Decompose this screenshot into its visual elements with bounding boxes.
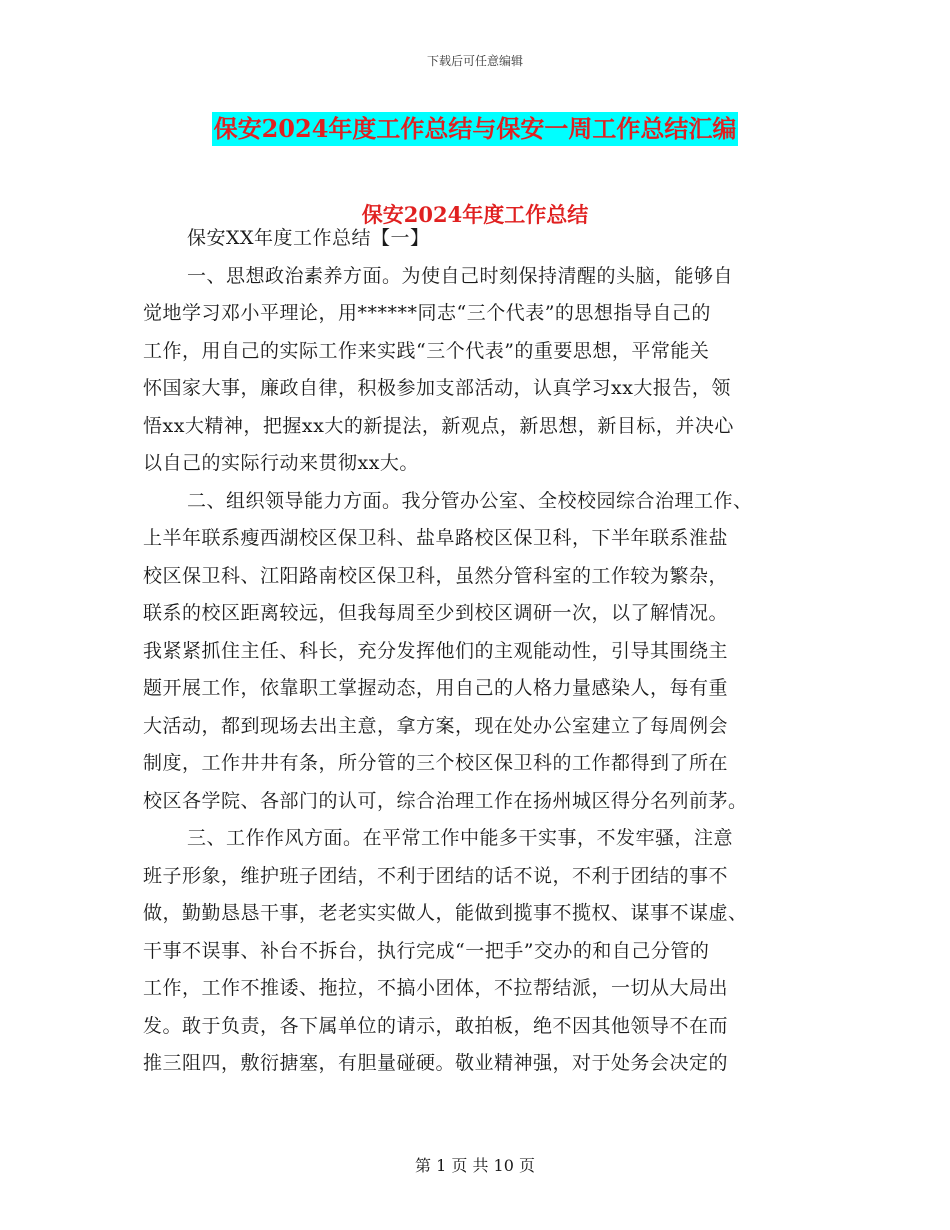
paragraph-line: 工作，工作不推诿、拖拉，不搞小团体，不拉帮结派，一切从大局出 [143,977,729,999]
header-note: 下载后可任意编辑 [426,54,523,68]
paragraph-line: 觉地学习邓小平理论，用******同志“三个代表”的思想指导自己的 [143,302,711,324]
paragraph-line: 干事不误事、补台不拆台，执行完成“一把手”交办的和自己分管的 [143,939,710,962]
document-title-text: 保安2024年度工作总结与保安一周工作总结汇编 [212,112,739,146]
paragraph-line: 制度，工作井井有条，所分管的三个校区保卫科的工作都得到了所在 [143,752,729,774]
section-heading: 保安XX年度工作总结【一】 [187,227,430,249]
paragraph-line: 工作，用自己的实际工作来实践“三个代表”的重要思想，平常能关 [143,339,710,362]
paragraph-line: 一、思想政治素养方面。为使自己时刻保持清醒的头脑，能够自 [187,264,734,287]
paragraph-line: 做，勤勤恳恳干事，老老实实做人，能做到揽事不揽权、谋事不谋虚、 [143,902,748,924]
body-text [143,220,813,1083]
paragraph-line: 我紧紧抓住主任、科长，充分发挥他们的主观能动性，引导其围绕主 [143,639,729,662]
paragraph-line: 三、工作作风方面。在平常工作中能多干实事，不发牢骚，注意 [187,827,734,849]
paragraph-line: 联系的校区距离较远，但我每周至少到校区调研一次，以了解情况。 [143,602,729,624]
paragraph-line: 校区保卫科、江阳路南校区保卫科，虽然分管科室的工作较为繁杂， [143,564,729,587]
paragraph-line: 推三阻四，敷衍搪塞，有胆量碰硬。敬业精神强，对于处务会决定的 [143,1052,729,1074]
page-footer: 第 1 页 共 10 页 [415,1156,535,1175]
section-title: 保安2024年度工作总结 [361,202,589,227]
paragraph-line: 上半年联系瘦西湖校区保卫科、盐阜路校区保卫科，下半年联系淮盐 [143,527,729,549]
paragraph-line: 班子形象，维护班子团结，不利于团结的话不说，不利于团结的事不 [143,864,729,887]
paragraph-line: 以自己的实际行动来贯彻xx大。 [143,452,419,474]
paragraph-line: 大活动，都到现场去出主意，拿方案，现在处办公室建立了每周例会 [143,714,729,737]
paragraph-line: 发。敢于负责，各下属单位的请示，敢拍板，绝不因其他领导不在而 [143,1014,729,1037]
paragraph-line: 二、组织领导能力方面。我分管办公室、全校校园综合治理工作、 [187,489,753,512]
document-title [0,112,950,146]
paragraph-line: 悟xx大精神，把握xx大的新提法，新观点，新思想，新目标，并决心 [143,414,734,437]
paragraph-line: 怀国家大事，廉政自律，积极参加支部活动，认真学习xx大报告，领 [143,377,731,399]
paragraph-line: 校区各学院、各部门的认可，综合治理工作在扬州城区得分名列前茅。 [143,789,748,812]
paragraph-line: 题开展工作，依靠职工掌握动态，用自己的人格力量感染人，每有重 [143,677,729,699]
